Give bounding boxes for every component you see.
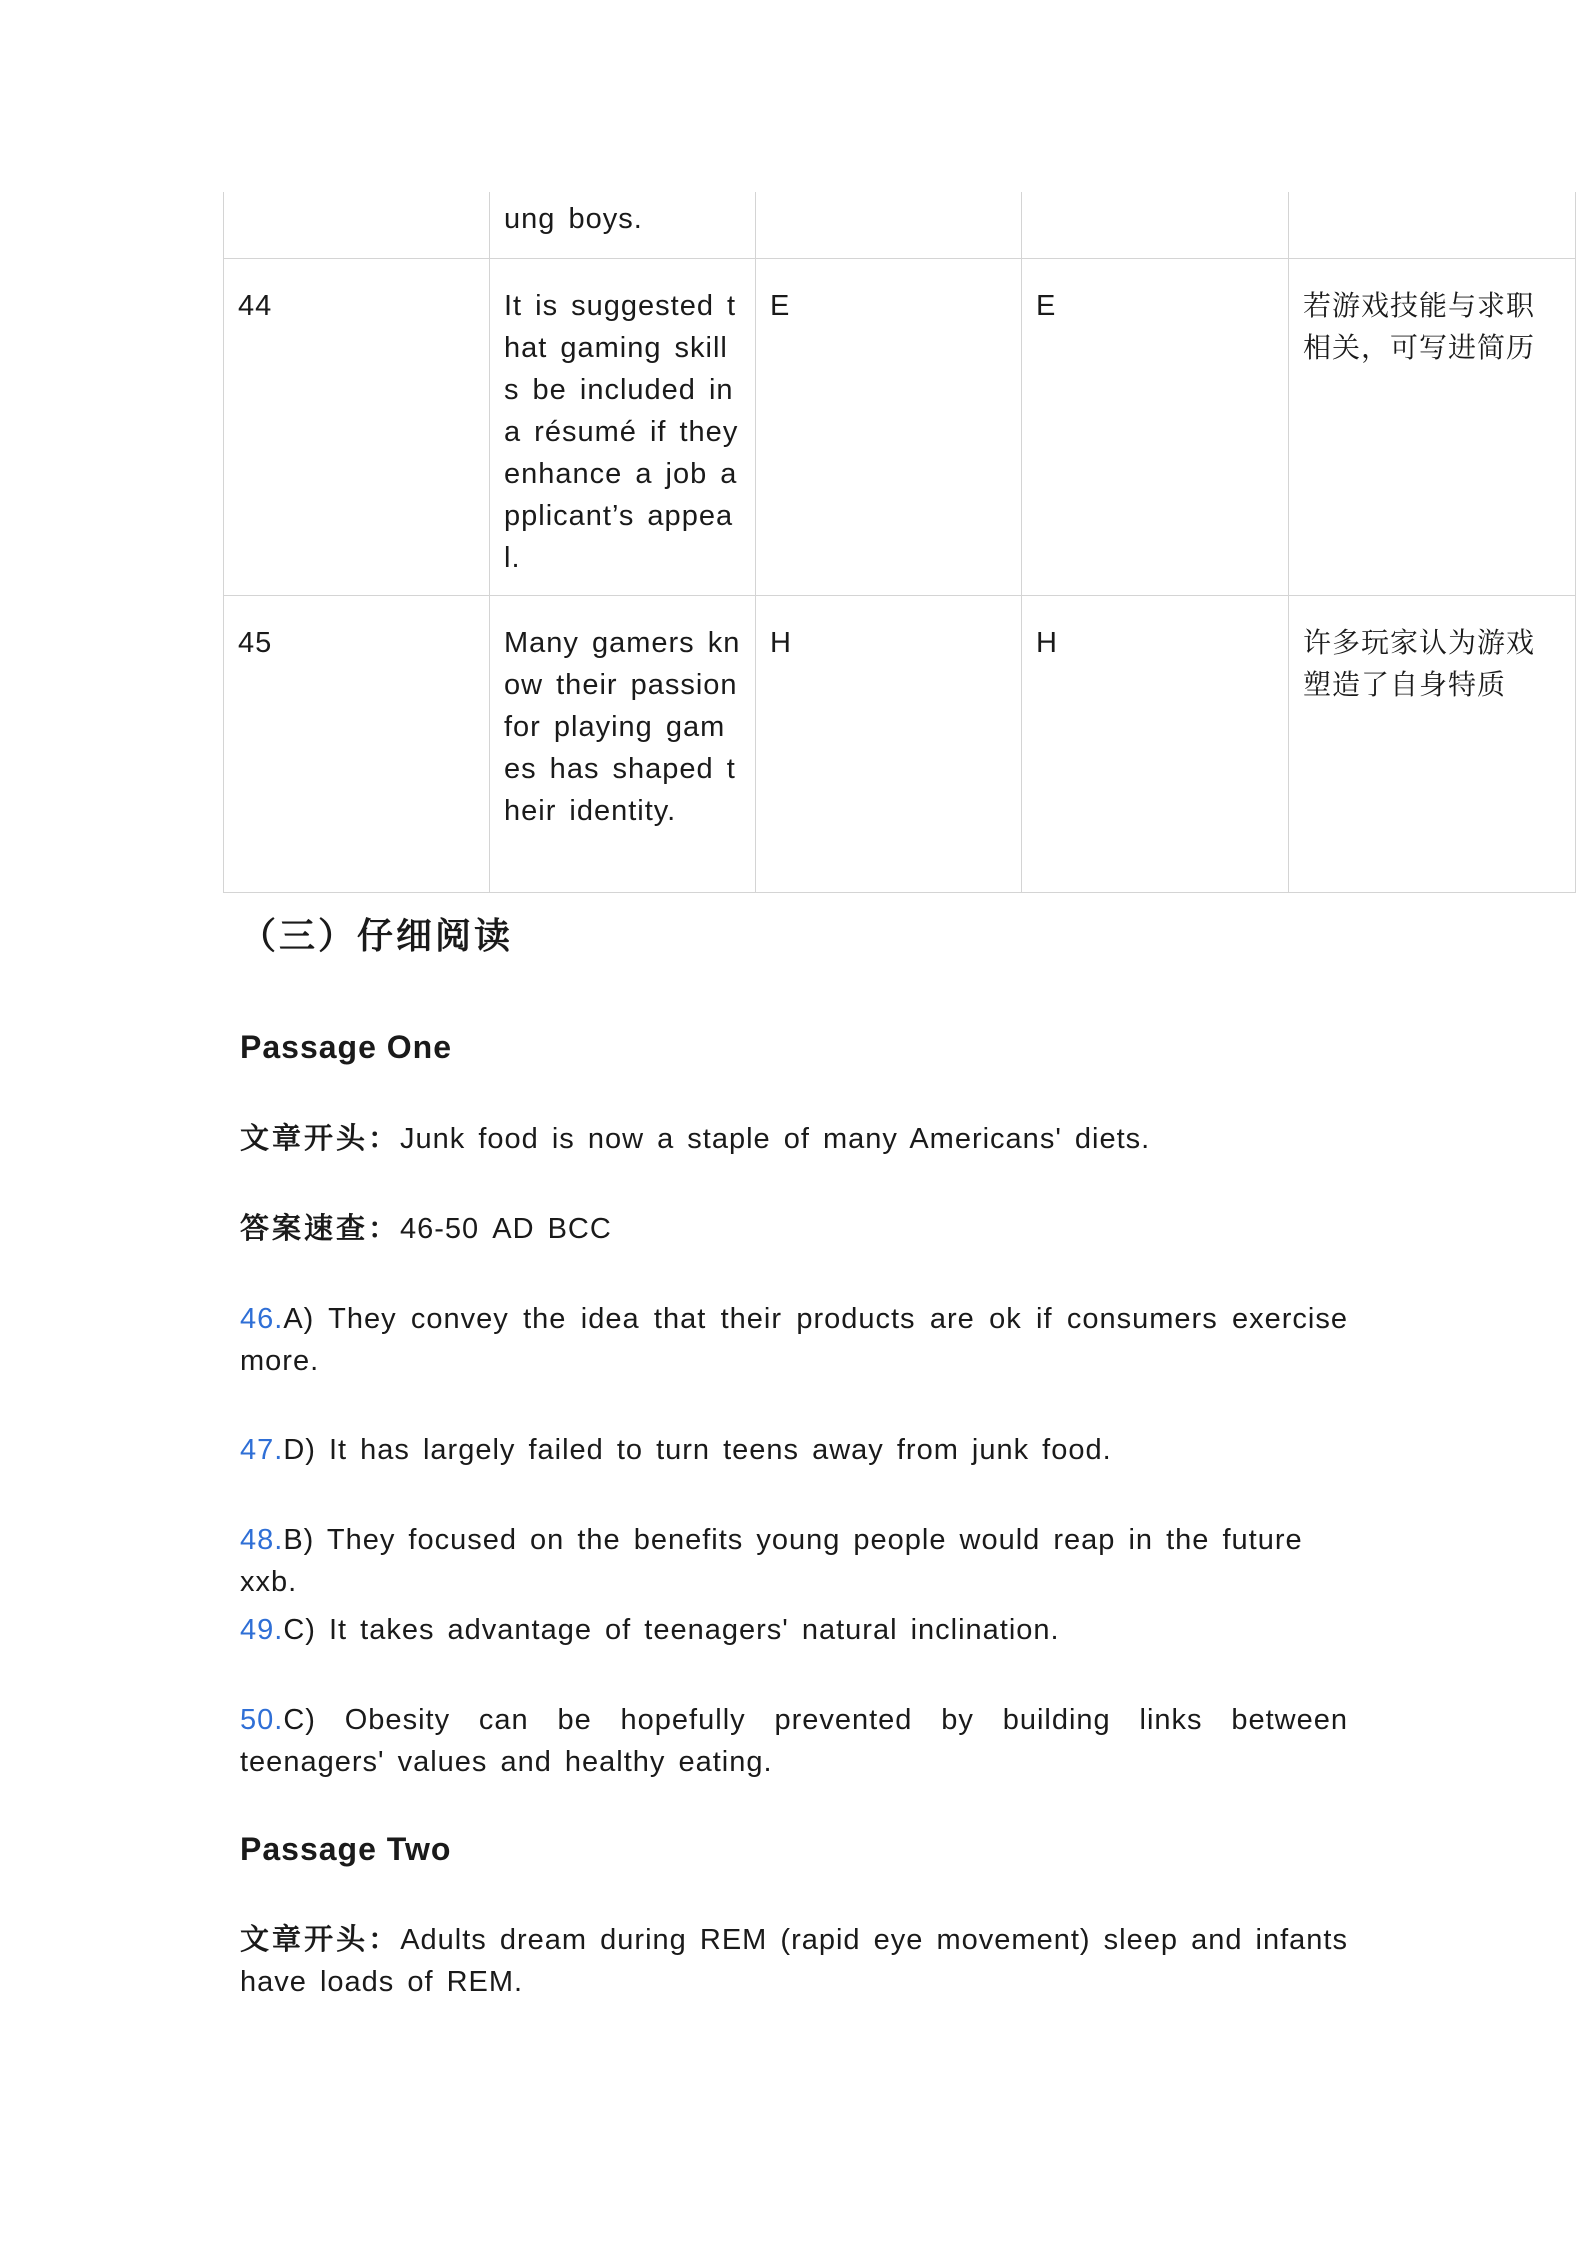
- cell-note: 许多玩家认为游戏塑造了自身特质: [1289, 596, 1576, 893]
- question-50: [240, 1699, 1348, 1783]
- passage-one-answers: [240, 1207, 1348, 1250]
- section-heading: （三）仔细阅读: [240, 916, 514, 957]
- question-number: 46.: [240, 1303, 284, 1335]
- question-answer: C) Obesity can be hopefully prevented by building links between teenagers' values and healthy eating.: [240, 1704, 1348, 1778]
- passage-two-opening: [240, 1918, 1348, 2003]
- question-47: [240, 1429, 1348, 1471]
- question-answer: C) It takes advantage of teenagers' natural inclination.: [283, 1614, 1060, 1646]
- opening-label: 文章开头：: [240, 1922, 401, 1956]
- opening-text: Junk food is now a staple of many Americans' diets.: [400, 1123, 1151, 1155]
- question-number: 50.: [240, 1704, 284, 1736]
- cell-number: 44: [224, 259, 490, 596]
- cell-note: 若游戏技能与求职相关，可写进简历: [1289, 259, 1576, 596]
- cell-answer-key: H: [1022, 596, 1289, 893]
- table-row-continuation: [224, 192, 1576, 259]
- cell-note: [1289, 192, 1576, 259]
- question-49: [240, 1609, 1348, 1651]
- table-row: [224, 259, 1576, 596]
- cell-answer: H: [756, 596, 1022, 893]
- passage-one-title: Passage One: [240, 1029, 452, 1065]
- question-number: 49.: [240, 1614, 284, 1646]
- table-row: [224, 596, 1576, 893]
- cell-number: 45: [224, 596, 490, 893]
- question-number: 47.: [240, 1434, 284, 1466]
- question-46: [240, 1298, 1348, 1382]
- opening-text: Adults dream during REM (rapid eye movement) sleep and infants have loads of REM.: [240, 1924, 1348, 1998]
- passage-one-opening: [240, 1117, 1348, 1160]
- cell-answer: E: [756, 259, 1022, 596]
- question-48: [240, 1519, 1348, 1603]
- passage-two-title: Passage Two: [240, 1831, 452, 1867]
- question-answer: A) They convey the idea that their products are ok if consumers exercise more.: [240, 1303, 1348, 1377]
- answers-text: 46-50 AD BCC: [400, 1213, 612, 1245]
- cell-statement: It is suggested that gaming skills be included in a résumé if they enhance a job applicant’s appeal.: [490, 259, 756, 596]
- cell-statement: ung boys.: [490, 192, 756, 259]
- cell-answer-key: E: [1022, 259, 1289, 596]
- cell-number: [224, 192, 490, 259]
- answer-table: [223, 192, 1576, 893]
- answers-label: 答案速查：: [240, 1211, 401, 1245]
- question-answer: B) They focused on the benefits young people would reap in the future xxb.: [240, 1524, 1303, 1598]
- opening-label: 文章开头：: [240, 1121, 401, 1155]
- cell-statement: Many gamers know their passion for playing games has shaped their identity.: [490, 596, 756, 893]
- question-answer: D) It has largely failed to turn teens away from junk food.: [283, 1434, 1112, 1466]
- cell-answer-key: [1022, 192, 1289, 259]
- cell-answer: [756, 192, 1022, 259]
- question-number: 48.: [240, 1524, 284, 1556]
